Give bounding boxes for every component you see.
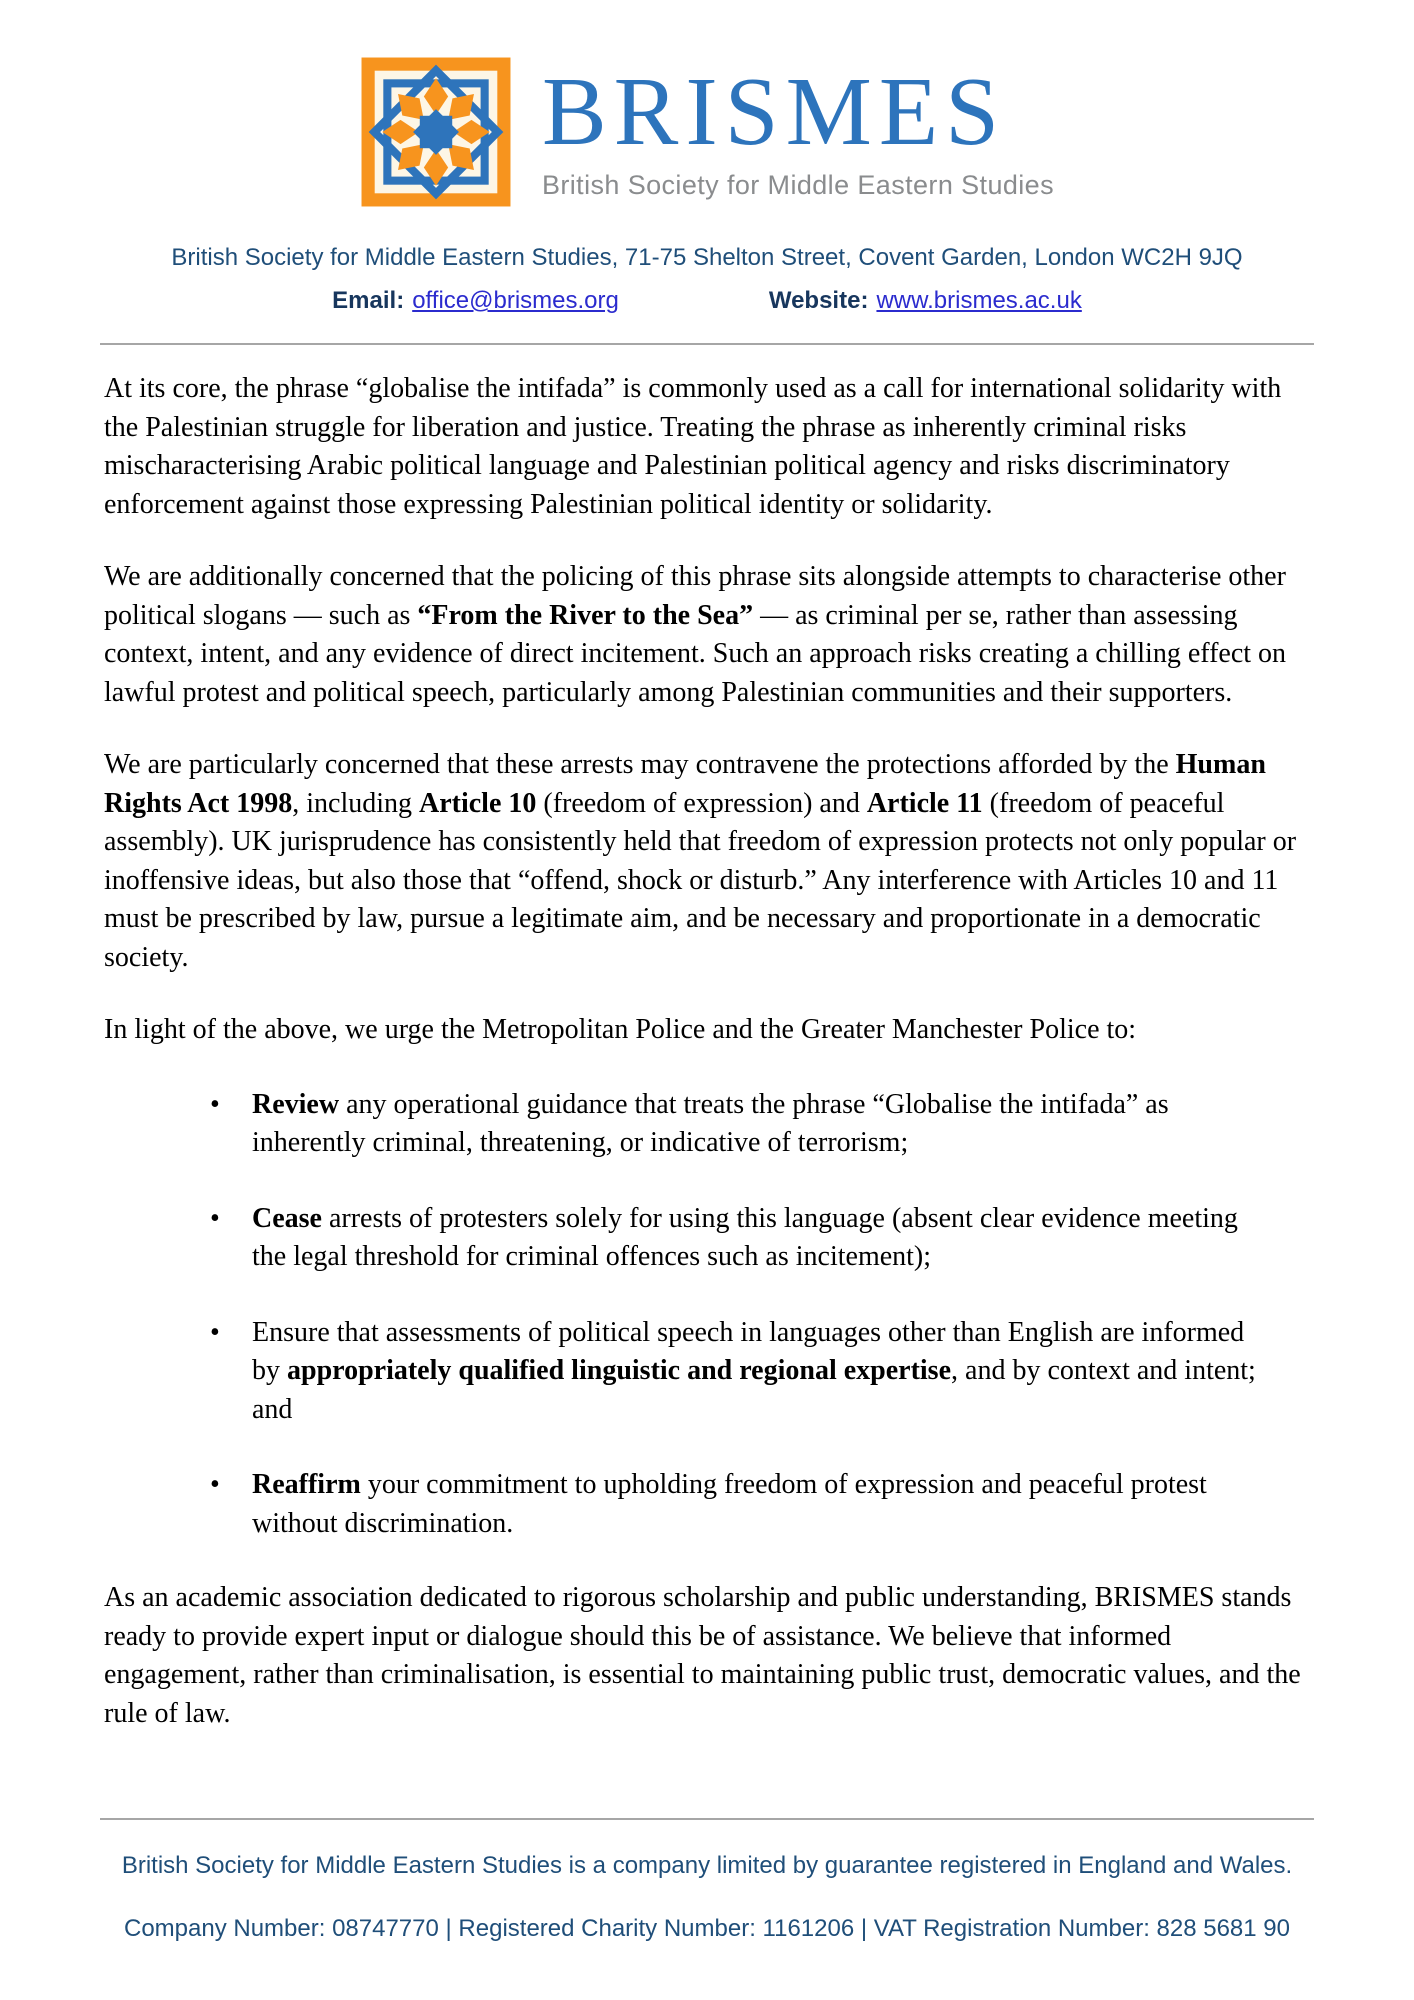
email-label: Email: xyxy=(332,287,405,314)
email-contact xyxy=(332,287,619,315)
letterhead xyxy=(0,0,1414,345)
footer-registration-numbers: Company Number: 08747770 | Registered Charity Number: 1161206 | VAT Registration Number: 828 5681 90 xyxy=(123,1915,1290,1942)
brand-wordmark: BRISMES xyxy=(541,58,1007,165)
paragraph-human-rights: We are particularly concerned that these arrests may contravene the protections afforded by the Human Rights Act 1998, including Article 10 (freedom of expression) and Article 11 (freedom of peaceful assembly). UK jurisprudence has consistently held that freedom of expression protects not only popular or inoffensive ideas, but also those that “offend, shock or disturb.” Any interference with Articles 10 and 11 must be prescribed by law, pursue a legitimate aim, and be necessary and proportionate in a democratic society. xyxy=(104,749,1297,973)
brand-subtitle: British Society for Middle Eastern Studies xyxy=(541,170,1054,200)
header-divider xyxy=(100,343,1314,345)
contact-row xyxy=(0,287,1414,315)
list-item-ensure: • Ensure that assessments of political speech in languages other than English are informed by appropriately qualified linguistic and regional expertise, and by context and intent; and xyxy=(252,1314,1308,1430)
logo-text xyxy=(541,58,1054,201)
letter-footer xyxy=(0,1818,1414,1943)
postal-address: British Society for Middle Eastern Studies, 71-75 Shelton Street, Covent Garden, London WC2H 9JQ xyxy=(171,244,1243,271)
email-link[interactable]: office@brismes.org xyxy=(412,287,619,314)
paragraph-slogans: We are additionally concerned that the policing of this phrase sits alongside attempts to characterise other political slogans — such as “From the River to the Sea” — as criminal per se, rather than assessing context, intent, and any evidence of direct incitement. Such an approach risks creating a chilling effect on lawful protest and political speech, particularly among Palestinian communities and their supporters. xyxy=(104,561,1287,708)
footer-divider xyxy=(100,1818,1314,1820)
paragraph-closing: As an academic association dedicated to rigorous scholarship and public understanding, BRISMES stands ready to provide expert input or dialogue should this be of assistance. We believe that informed engagement, rather than criminalisation, is essential to maintaining public trust, democratic values, and the rule of law. xyxy=(104,1582,1301,1729)
website-label: Website: xyxy=(768,287,869,314)
list-item-cease: • Cease arrests of protesters solely for using this language (absent clear evidence meeting the legal threshold for criminal offences such as incitement); xyxy=(252,1200,1308,1277)
website-contact xyxy=(769,287,1082,315)
paragraph-urge: In light of the above, we urge the Metropolitan Police and the Greater Manchester Police to: xyxy=(104,1014,1137,1045)
brismes-logo xyxy=(0,56,1414,208)
paragraph-intro: At its core, the phrase “globalise the intifada” is commonly used as a call for international solidarity with the Palestinian struggle for liberation and justice. Treating the phrase as inherently criminal risks mischaracterising Arabic political language and Palestinian political agency and risks discriminatory enforcement against those expressing Palestinian political identity or solidarity. xyxy=(104,373,1282,520)
demands-list xyxy=(104,1086,1308,1544)
letter-body xyxy=(0,370,1414,1733)
brismes-geometric-tile-icon xyxy=(360,56,512,208)
list-item-review: • Review any operational guidance that treats the phrase “Globalise the intifada” as inherently criminal, threatening, or indicative of terrorism; xyxy=(252,1086,1308,1163)
footer-company-statement: British Society for Middle Eastern Studies is a company limited by guarantee registered in England and Wales. xyxy=(121,1852,1293,1879)
website-link[interactable]: www.brismes.ac.uk xyxy=(876,287,1082,314)
list-item-reaffirm: • Reaffirm your commitment to upholding freedom of expression and peaceful protest without discrimination. xyxy=(252,1466,1308,1543)
